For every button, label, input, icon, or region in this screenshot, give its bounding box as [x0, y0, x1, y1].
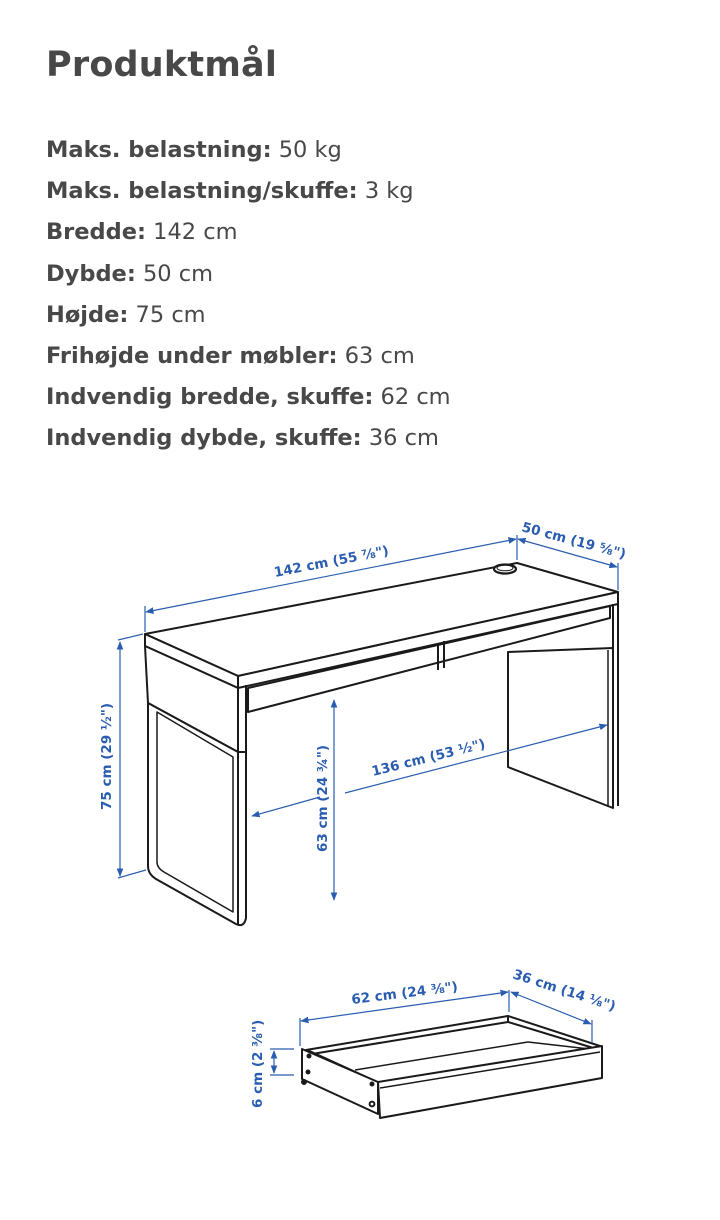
desk-depth-label: 50 cm (19 ⅝") — [519, 519, 628, 563]
desk-clearance-label: 63 cm (24 ¾") — [315, 744, 331, 852]
desk-width-label: 142 cm (55 ⅞") — [272, 542, 391, 581]
desk-illustration — [145, 563, 618, 925]
drawer-illustration — [302, 1016, 602, 1118]
spec-value: 3 kg — [364, 178, 414, 205]
spec-label: Dybde: — [46, 260, 136, 287]
drawer-width-label: 62 cm (24 ⅜") — [350, 979, 459, 1008]
spec-row-height — [46, 295, 451, 336]
spec-value: 142 cm — [153, 219, 238, 246]
desk-height-label: 75 cm (29 ½") — [99, 702, 115, 810]
spec-label: Bredde: — [46, 219, 146, 246]
spec-label: Maks. belastning/skuffe: — [46, 178, 358, 205]
spec-list — [46, 130, 451, 460]
spec-label: Frihøjde under møbler: — [46, 343, 338, 370]
spec-value: 63 cm — [344, 343, 415, 370]
dimension-illustration — [0, 490, 720, 1150]
spec-row-max-load — [46, 130, 451, 171]
drawer-depth-label: 36 cm (14 ⅛") — [510, 966, 618, 1015]
spec-row-drawer-inner-width — [46, 377, 451, 418]
spec-row-width — [46, 212, 451, 253]
spec-value: 50 kg — [278, 137, 342, 163]
spec-row-max-load-drawer — [46, 171, 451, 212]
spec-label: Maks. belastning: — [46, 137, 272, 163]
spec-value: 50 cm — [142, 260, 214, 287]
spec-value: 62 cm — [380, 384, 451, 411]
spec-label: Højde: — [46, 301, 129, 328]
spec-label: Indvendig dybde, skuffe: — [46, 425, 362, 452]
desk-inner-width-label: 136 cm (53 ½") — [370, 736, 487, 780]
spec-row-clearance — [46, 336, 451, 377]
spec-row-drawer-inner-depth — [46, 418, 451, 459]
spec-label: Indvendig bredde, skuffe: — [46, 384, 374, 411]
spec-value: 75 cm — [135, 301, 206, 328]
spec-value: 36 cm — [368, 425, 439, 452]
dimension-diagram — [0, 490, 720, 1150]
drawer-height-label: 6 cm (2 ⅜") — [250, 1019, 266, 1108]
page-title: Produktmål — [46, 45, 278, 85]
spec-row-depth — [46, 254, 451, 295]
